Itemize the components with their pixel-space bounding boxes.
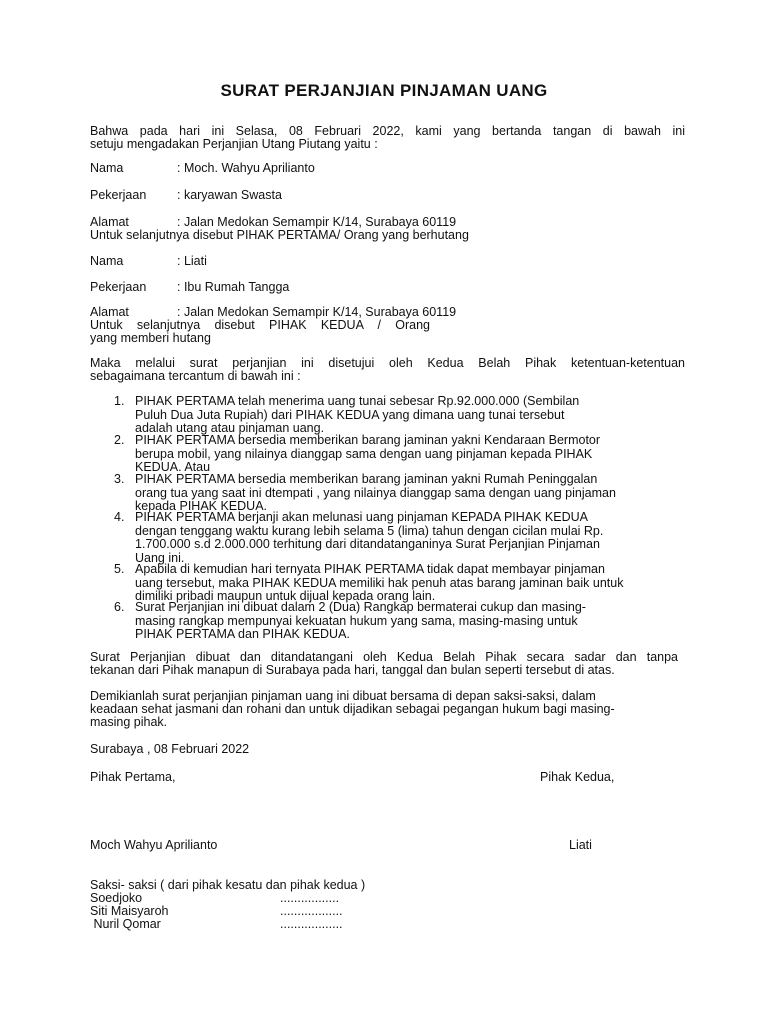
term-text [135, 601, 660, 642]
party1-job-value: : karyawan Swasta [177, 188, 282, 202]
intro-line-2: setuju mengadakan Perjanjian Utang Piutang yaitu : [90, 137, 378, 151]
witness-name: Soedjoko [90, 891, 143, 905]
party2-designation-line-1: Untuk selanjutnya disebut PIHAK KEDUA / Orang [90, 318, 430, 332]
term-line: dimiliki pribadi maupun untuk dijual kepada orang lain. [135, 589, 436, 603]
term-text [135, 473, 660, 514]
signature-left-role: Pihak Pertama, [90, 770, 176, 784]
term-line: Uang ini. [135, 550, 185, 565]
term-number: 6. [114, 600, 125, 614]
document-title: SURAT PERJANJIAN PINJAMAN UANG [220, 81, 548, 100]
term-text [135, 395, 660, 436]
term-line: PIHAK PERTAMA bersedia memberikan barang jaminan yakni Kendaraan Bermotor [135, 433, 601, 447]
party2-name-label: Nama [90, 254, 124, 268]
term-number: 4. [114, 510, 125, 524]
party1-designation: Untuk selanjutnya disebut PIHAK PERTAMA/ Orang yang berhutang [90, 228, 469, 242]
terms-intro-line-2: sebagaimana tercantum di bawah ini : [90, 369, 301, 383]
term-line: kepada PIHAK KEDUA. [135, 499, 268, 513]
term-line: Puluh Dua Juta Rupiah) dari PIHAK KEDUA yang dimana uang tunai tersebut [135, 407, 565, 422]
term-line: masing rangkap mempunyai kekuatan hukum yang sama, masing-masing untuk [135, 613, 578, 628]
term-line: PIHAK PERTAMA bersedia memberikan barang jaminan yakni Rumah Peninggalan [135, 472, 598, 486]
term-line: PIHAK PERTAMA telah menerima uang tunai sebesar Rp.92.000.000 (Sembilan [135, 394, 580, 408]
term-line: berupa mobil, yang nilainya dianggap sama dengan uang pinjaman kepada PIHAK [135, 446, 593, 461]
closing1-line-1: Surat Perjanjian dibuat dan ditandatangani oleh Kedua Belah Pihak secara sadar dan tanpa [90, 650, 678, 664]
term-text [135, 434, 660, 475]
party2-designation-line-2: yang memberi hutang [90, 331, 211, 345]
term-line: KEDUA. Atau [135, 460, 211, 474]
term-number: 3. [114, 472, 125, 486]
party2-name-row [90, 255, 207, 269]
closing2-line-2: keadaan sehat jasmani dan rohani dan untuk dijadikan sebagai pegangan hukum bagi masing- [90, 702, 615, 716]
term-number: 5. [114, 562, 125, 576]
terms-intro-line-1: Maka melalui surat perjanjian ini disetujui oleh Kedua Belah Pihak ketentuan-ketentuan [90, 356, 685, 370]
term-line: PIHAK PERTAMA berjanji akan melunasi uang pinjaman KEPADA PIHAK KEDUA [135, 510, 588, 524]
party1-address-value: : Jalan Medokan Semampir K/14, Surabaya 60119 [177, 215, 457, 229]
term-text [135, 563, 660, 604]
witness-row [90, 918, 390, 932]
party2-address-label: Alamat [90, 305, 129, 319]
party2-name-value: : Liati [177, 254, 207, 268]
signature-right-name: Liati [569, 838, 592, 852]
term-line: dengan tenggang waktu kurang lebih selama 5 (lima) tahun dengan cicilan mulai Rp. [135, 523, 604, 538]
party2-job-row [90, 281, 289, 295]
closing1-line-2: tekanan dari Pihak manapun di Surabaya pada hari, tanggal dan bulan seperti tersebut di atas. [90, 663, 615, 677]
closing2-line-3: masing pihak. [90, 715, 168, 729]
place-date: Surabaya , 08 Februari 2022 [90, 742, 250, 756]
term-text [135, 511, 660, 565]
signature-right-role: Pihak Kedua, [540, 770, 615, 784]
term-line: Surat Perjanjian ini dibuat dalam 2 (Dua) Rangkap bermaterai cukup dan masing- [135, 600, 586, 614]
party1-job-row [90, 189, 282, 203]
term-line: Apabila di kemudian hari ternyata PIHAK PERTAMA tidak dapat membayar pinjaman [135, 562, 605, 576]
closing2-line-1: Demikianlah surat perjanjian pinjaman uang ini dibuat bersama di depan saksi-saksi, dalam [90, 689, 596, 703]
intro-line-1: Bahwa pada hari ini Selasa, 08 Februari 2022, kami yang bertanda tangan di bawah ini [90, 124, 685, 138]
witnesses-heading: Saksi- saksi ( dari pihak kesatu dan pihak kedua ) [90, 878, 366, 892]
term-line: orang tua yang saat ini dtempati , yang nilainya dianggap sama dengan uang pinjaman [135, 485, 616, 500]
party1-name-value: : Moch. Wahyu Aprilianto [177, 161, 315, 175]
witness-signature-line: .................. [280, 917, 343, 931]
party1-address-label: Alamat [90, 215, 129, 229]
witness-signature-line: .................. [280, 904, 343, 918]
term-number: 2. [114, 433, 125, 447]
party2-job-value: : Ibu Rumah Tangga [177, 280, 290, 294]
witness-name: Nuril Qomar [90, 917, 161, 931]
term-line: 1.700.000 s.d 2.000.000 terhitung dari ditandatanganinya Surat Perjanjian Pinjaman [135, 537, 600, 551]
party2-job-label: Pekerjaan [90, 280, 147, 294]
party1-name-row [90, 162, 315, 176]
party2-address-value: : Jalan Medokan Semampir K/14, Surabaya 60119 [177, 305, 457, 319]
term-line: PIHAK PERTAMA dan PIHAK KEDUA. [135, 627, 350, 641]
witness-signature-line: ................. [280, 891, 340, 905]
term-line: uang tersebut, maka PIHAK KEDUA memiliki hak penuh atas barang jaminan baik untuk [135, 575, 624, 590]
witness-name: Siti Maisyaroh [90, 904, 169, 918]
term-number: 1. [114, 394, 125, 408]
party1-job-label: Pekerjaan [90, 188, 147, 202]
party1-name-label: Nama [90, 161, 124, 175]
term-line: adalah utang atau pinjaman uang. [135, 421, 325, 435]
signature-left-name: Moch Wahyu Aprilianto [90, 838, 218, 852]
